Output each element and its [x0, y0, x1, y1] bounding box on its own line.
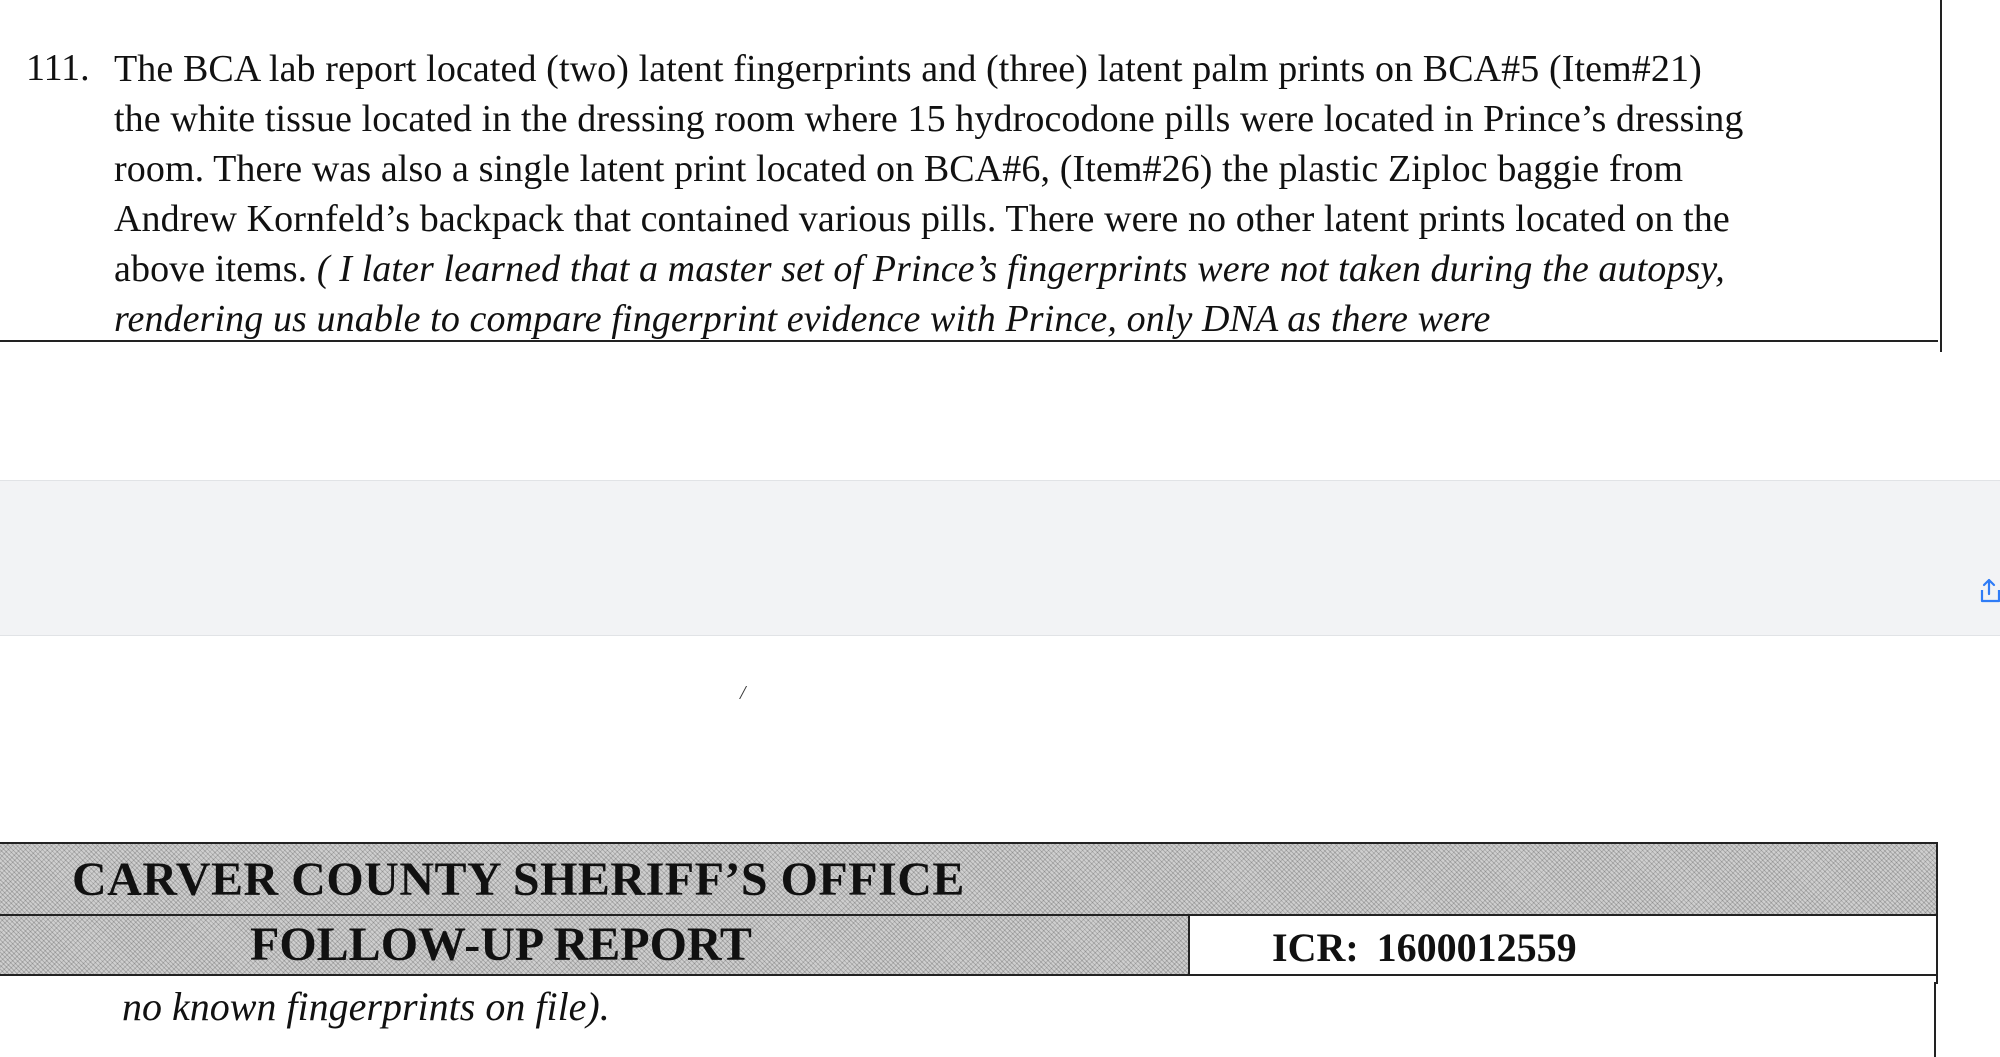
agency-row [0, 844, 1936, 916]
icr-value: 1600012559 [1376, 925, 1577, 970]
icr-label: ICR: [1272, 925, 1359, 970]
report-type: FOLLOW-UP REPORT [250, 918, 752, 971]
page-border [1934, 982, 1936, 1057]
report-header [0, 842, 1938, 984]
report-type-cell [0, 916, 1190, 976]
item-paragraph [114, 44, 1924, 344]
item-line-mixed [114, 244, 1924, 294]
share-icon[interactable] [1978, 578, 2000, 604]
numbered-item-111 [0, 0, 1938, 342]
page-gap [0, 480, 2000, 636]
item-number: 111. [26, 47, 90, 89]
icr-number [1272, 924, 1577, 972]
italic-note-line: rendering us unable to compare fingerprint evidence with Prince, only DNA as there were [114, 298, 1491, 340]
italic-note-line: ( I later learned that a master set of Prince’s fingerprints were not taken during the autopsy, [316, 248, 1725, 290]
stray-mark: / [740, 682, 746, 704]
icr-cell [1190, 916, 1936, 976]
agency-name: CARVER COUNTY SHERIFF’S OFFICE [72, 853, 965, 906]
item-line: room. There was also a single latent print located on BCA#6, (Item#26) the plastic Ziploc baggie from [114, 148, 1684, 190]
item-line: The BCA lab report located (two) latent fingerprints and (three) latent palm prints on BCA#5 (Item#21) [114, 48, 1702, 90]
item-line: the white tissue located in the dressing room where 15 hydrocodone pills were located in Prince’s dressing [114, 98, 1744, 140]
continuation-text: no known fingerprints on file). [122, 984, 610, 1029]
item-line: above items. [114, 248, 308, 290]
report-page-top [0, 0, 1942, 352]
item-line: Andrew Kornfeld’s backpack that contained various pills. There were no other latent prints located on the [114, 198, 1730, 240]
